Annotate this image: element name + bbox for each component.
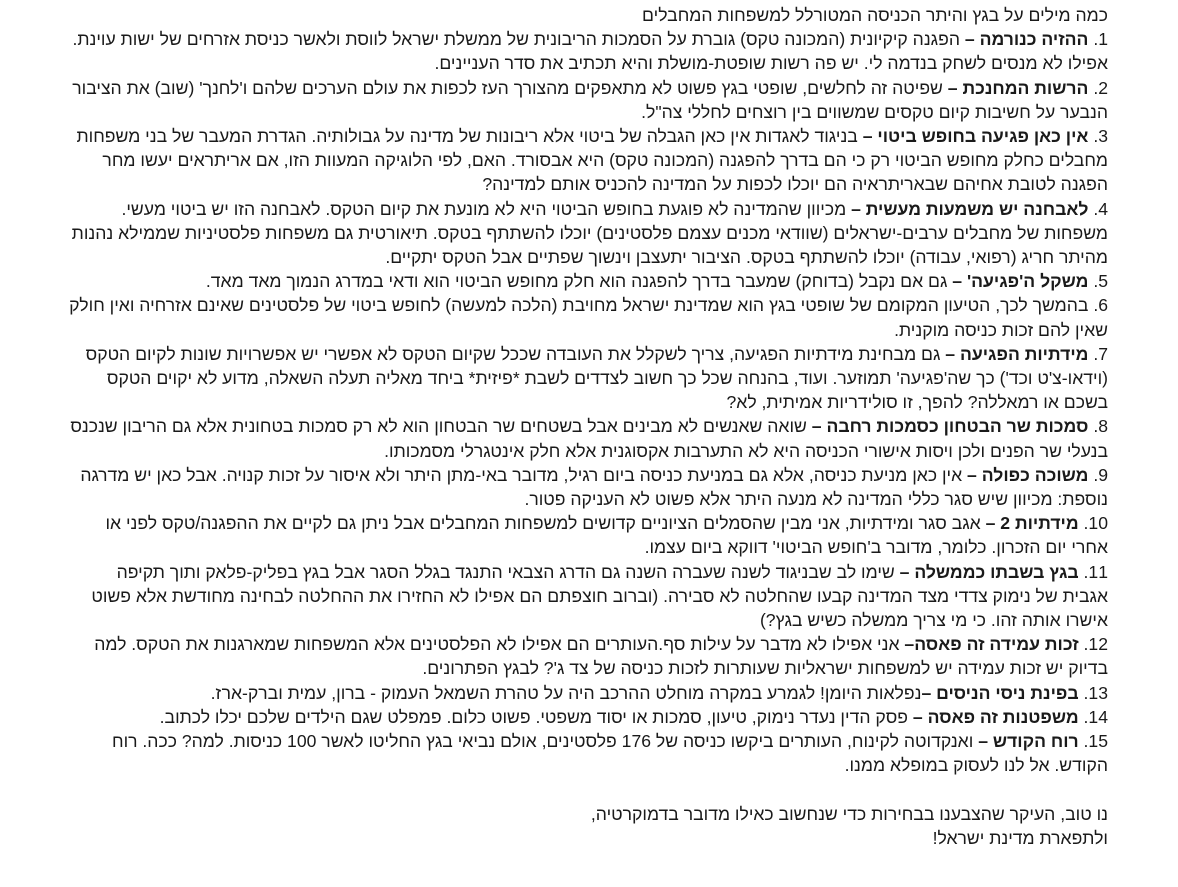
item-number: 2. <box>1093 77 1108 98</box>
list-item <box>68 560 1108 633</box>
item-heading: ההזיה כנורמה <box>979 29 1089 50</box>
item-dash: – <box>960 29 980 50</box>
item-heading: זכות עמידה זה פאסה <box>914 634 1079 655</box>
list-item <box>68 27 1108 75</box>
list-item <box>68 632 1108 680</box>
list-item <box>68 511 1108 559</box>
item-heading: מידתיות 2 <box>1000 513 1079 534</box>
item-number: 3. <box>1093 126 1108 147</box>
item-dash: – <box>942 77 963 98</box>
item-text: פסק הדין נעדר נימוק, טיעון, סמכות או יסוד משפטי. פשוט כלום. פמפלט שגם הילדים שלכם יכלו לכתוב. <box>159 706 908 727</box>
item-text: הפגנה קיקיונית (המכונה טקס) גוברת על הסמכות הריבונית של ממשלת ישראל לווסת ולאשר כניסת אזרחים של ישות עוינת. אפילו לא מנסים לשחק בנדמה לי. יש פה רשות שופטת-מושלת והיא תכתיב את סדר העניינים. <box>72 29 1108 74</box>
item-dash: – <box>947 271 967 292</box>
item-text: ואנקדוטה לקינוח, העותרים ביקשו כניסה של 176 פלסטינים, אולם נביאי בגץ החליטו לאשר 100 כניסות. למה? ככה. רוח הקודש. אל לנו לעסוק במופלא ממנו. <box>111 731 1108 776</box>
list-item <box>68 197 1108 270</box>
item-number: 4. <box>1093 198 1108 219</box>
item-number: 6. <box>1093 295 1108 316</box>
list-item <box>68 342 1108 415</box>
item-heading: מידתיות הפגיעה <box>959 343 1089 364</box>
item-number: 7. <box>1093 343 1108 364</box>
item-dash: – <box>962 464 982 485</box>
item-dash: – <box>846 198 866 219</box>
item-dash: – <box>857 126 878 147</box>
item-number: 5. <box>1093 271 1108 292</box>
item-number: 14. <box>1083 706 1108 727</box>
item-text: בהמשך לכך, הטיעון המקומם של שופטי בגץ הוא שמדינת ישראל מחויבת (הלכה למעשה) לחופש ביטוי של פלסטינים שאינם אזרחיה ואין חולק שאין להם זכות כניסה מוקנית. <box>69 295 1108 340</box>
item-text: אין כאן מניעת כניסה, אלא גם במניעת כניסה ביום רגיל, מדובר באי-מתן היתר ולא איסור על זכות קנויה. אבל כאן יש מדרגה נוספת: מכיוון שיש סגר כללי המדינה לא מנעה היתר אלא פשוט לא העניקה פטור. <box>80 464 1108 510</box>
item-text: בניגוד לאגדות אין כאן הגבלה של ביטוי אלא ריבונות של מדינה על גבולותיה. הגדרת המעבר של בני משפחות מחבלים כחלק מחופש הביטוי רק כי הם בדרך להפגנה (המכונה טקס) היא אבסורד. האם, לפי הלוגיקה המעוות הזו, אם אריתראים יעשו מחר הפגנה לטובת אחיהם שבאריתראיה הם יוכלו לכפות על המדינה להכניס אותם למדינה? <box>76 126 1108 195</box>
item-number: 11. <box>1083 561 1108 582</box>
item-heading: הרשות המחנכת <box>962 77 1089 98</box>
item-number: 10. <box>1083 513 1108 534</box>
item-text: שפיטה זה לחלשים, שופטי בגץ פשוט לא מתאפקים מהצורך העז לכפות את עולם הערכים שלהם ו'לחנך' (שוב) את הציבור הנבער על חשיבות קיום טקסים שמשווים בין רוצחים לחללי צה"ל. <box>72 77 1108 122</box>
item-text: שואה שאנשים לא מבינים אבל בשטחים שר הבטחון הוא לא רק סמכות בטחונית אלא גם הריבון שנכנס בנעלי שר הפנים ולכן ויסות אישורי הכניסה היא לא התערבות אקסוגנית אלא חלק אינטגרלי מסמכותו. <box>70 416 1108 461</box>
item-number: 1. <box>1093 29 1108 50</box>
item-dash: – <box>899 634 915 655</box>
item-heading: בגץ בשבתו כממשלה <box>914 561 1079 582</box>
item-heading: רוח הקודש <box>992 731 1079 752</box>
list-item <box>68 681 1108 705</box>
item-dash: – <box>894 561 915 582</box>
item-dash: – <box>908 706 928 727</box>
list-item <box>68 293 1108 341</box>
item-dash: – <box>980 513 1001 534</box>
closing-line-2: ולתפארת מדינת ישראל! <box>932 827 1108 848</box>
item-text: שימו לב שבניגוד לשנה שעברה השנה גם הדרג הצבאי התנגד בגלל הסגר אבל בגץ בפליק-פלאק ותוך תקיפה אגבית של נימוק צדדי מצד המדינה קבעו שהחלטה לא סבירה. (וברוב חוצפתם הם אפילו לא החזירו את ההחלטה לבחינה מחודשת אלא פשוט אישרו אותה זהו. כי מי צריך ממשלה כשיש בגץ?) <box>91 561 1108 631</box>
item-heading: משפטנות זה פאסה <box>927 706 1079 727</box>
blank-line <box>68 778 1108 802</box>
item-heading: משקל ה'פגיעה' <box>966 271 1089 292</box>
item-dash: – <box>806 416 827 437</box>
list-item <box>68 463 1108 511</box>
item-text: אגב סגר ומידתיות, אני מבין שהסמלים הציוניים קדושים למשפחות המחבלים אבל ניתן גם לקיים את ההפגנה/טקס לפני או אחרי יום הזכרון. כלומר, מדובר ב'חופש הביטוי' דווקא ביום עצמו. <box>105 513 1108 558</box>
item-number: 13. <box>1083 682 1108 703</box>
item-heading: בפינת ניסי הניסים <box>936 682 1079 703</box>
item-number: 9. <box>1093 464 1108 485</box>
item-number: 15. <box>1083 731 1108 752</box>
list-item <box>68 269 1108 293</box>
numbered-list <box>68 27 1108 777</box>
item-dash: – <box>940 343 960 364</box>
intro-line: כמה מילים על בגץ והיתר הכניסה המטורלל למשפחות המחבלים <box>642 5 1108 25</box>
item-text: נפלאות היומן! לגמרע במקרה מוחלט ההרכב היה על טהרת השמאל העמוק - ברון, עמית וברק-ארז. <box>210 682 922 703</box>
item-text: גם מבחינת מידתיות הפגיעה, צריך לשקלל את העובדה שככל שקיום הטקס לא אפשרי יש אפשרויות שונות לקיום הטקס (וידאו-צ'ט וכד') כך שה'פגיעה' תמוזער. ועוד, בהנחה שכל כך חשוב לצדדים לשבת *פיזית* ביחד מאליה תעלה השאלה, מדוע לא יקוים הטקס בשכם או רמאללה? להפך, זו סולידריות אמיתית, לא? <box>85 343 1108 413</box>
item-number: 8. <box>1093 416 1108 437</box>
item-dash: – <box>973 731 993 752</box>
list-item <box>68 729 1108 777</box>
document-body <box>68 3 1108 850</box>
item-text: אני אפילו לא מדבר על עילות סף.העותרים הם אפילו לא הפלסטינים אלא המשפחות שמארגנות את הטקס. למה בדיוק יש זכות עמידה יש למשפחות ישראליות שעותרות לזכות כניסה של צד ג'? לבגץ הפתרונים. <box>94 634 1108 679</box>
list-item <box>68 414 1108 462</box>
closing-line-1: נו טוב, העיקר שהצבענו בבחירות כדי שנחשוב כאילו מדובר בדמוקרטיה, <box>590 803 1108 824</box>
item-text: גם אם נקבל (בדוחק) שמעבר בדרך להפגנה הוא חלק מחופש הביטוי הוא ודאי במדרג הנמוך מאד מאד. <box>205 271 948 292</box>
item-heading: אין כאן פגיעה בחופש ביטוי <box>877 126 1089 147</box>
item-number: 12. <box>1083 634 1108 655</box>
list-item <box>68 124 1108 197</box>
item-dash: – <box>921 682 937 703</box>
list-item <box>68 76 1108 124</box>
item-heading: סמכות שר הבטחון כסמכות רחבה <box>826 416 1089 437</box>
item-heading: משוכה כפולה <box>981 464 1089 485</box>
list-item <box>68 705 1108 729</box>
item-heading: לאבחנה יש משמעות מעשית <box>865 198 1089 219</box>
item-text: מכיוון שהמדינה לא פוגעת בחופש הביטוי היא לא מונעת את קיום הטקס. לאבחנה הזו יש ביטוי מעשי. משפחות של מחבלים ערבים-ישראלים (שוודאי מכנים עצמם פלסטינים) יוכלו להשתתף בטקס. תיאורטית גם משפחות פלסטיניות שממילא נהנות מהיתר חריג (רפואי, עבודה) יוכלו להשתתף בטקס. הציבור יתעצבן וינשוך שפתיים אבל הטקס יתקיים. <box>71 198 1108 268</box>
